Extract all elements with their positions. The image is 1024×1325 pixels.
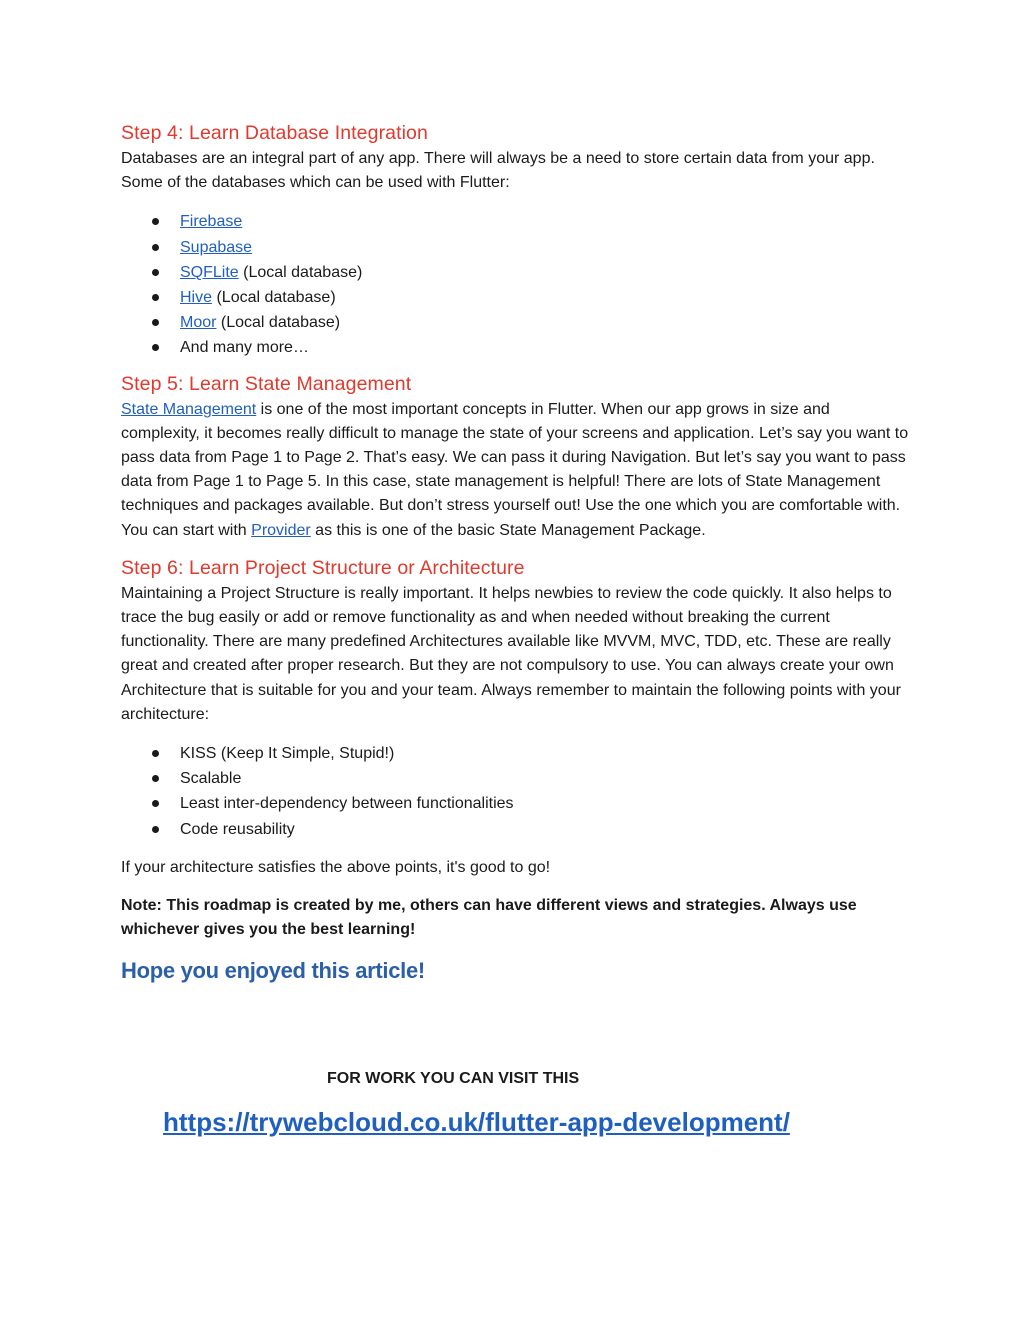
moor-link[interactable]: Moor: [180, 314, 217, 332]
bullet-icon: [152, 750, 159, 757]
list-item: And many more…: [121, 335, 911, 360]
bullet-icon: [152, 244, 159, 251]
list-item: Moor (Local database): [121, 310, 911, 335]
list-item: SQFLite (Local database): [121, 260, 911, 285]
bullet-icon: [152, 294, 159, 301]
bullet-icon: [152, 775, 159, 782]
list-item: Code reusability: [121, 817, 911, 842]
bullet-icon: [152, 269, 159, 276]
sqflite-link[interactable]: SQFLite: [180, 263, 239, 281]
architecture-points-list: [121, 741, 911, 842]
step5-heading: Step 5: Learn State Management: [121, 372, 412, 395]
step6-intro: Maintaining a Project Structure is really important. It helps newbies to review the code quickly. It also helps to trace the bug easily or add or remove functionality as and when needed without breaking the current functionality. There are many predefined Architectures available like MVVM, MVC, TDD, etc. These are really great and created after proper research. But they are not compulsory to use. You can always create your own Architecture that is suitable for you and your team. Always remember to maintain the following points with your architecture:: [121, 584, 901, 723]
state-management-link[interactable]: State Management: [121, 400, 257, 418]
database-list: [121, 209, 911, 360]
list-item: Scalable: [121, 766, 911, 791]
bullet-icon: [152, 800, 159, 807]
roadmap-note: Note: This roadmap is created by me, others can have different views and strategies. Always use whichever gives you the best learning!: [121, 897, 857, 939]
list-item: KISS (Keep It Simple, Stupid!): [121, 741, 911, 766]
closing-heading: Hope you enjoyed this article!: [121, 958, 425, 984]
firebase-link[interactable]: Firebase: [180, 213, 243, 231]
step4-heading: Step 4: Learn Database Integration: [121, 122, 428, 144]
document-body: [121, 120, 911, 986]
bullet-icon: [152, 218, 159, 225]
bullet-icon: [152, 319, 159, 326]
provider-link[interactable]: Provider: [251, 521, 311, 539]
list-item: Hive (Local database): [121, 285, 911, 310]
step6-heading: Step 6: Learn Project Structure or Architecture: [121, 556, 525, 579]
hive-link[interactable]: Hive: [180, 289, 213, 307]
list-item: Least inter-dependency between functionalities: [121, 791, 911, 816]
work-callout: FOR WORK YOU CAN VISIT THIS: [327, 1070, 580, 1087]
supabase-link[interactable]: Supabase: [180, 238, 253, 256]
step4-intro: Databases are an integral part of any app. There will always be a need to store certain data from your app. Some of the databases which can be used with Flutter:: [121, 150, 875, 192]
website-link[interactable]: https://trywebcloud.co.uk/flutter-app-development/: [163, 1107, 790, 1137]
step5-body: State Management is one of the most important concepts in Flutter. When our app grows in size and complexity, it becomes really difficult to manage the state of your screens and application. Let’s say you want to pass data from Page 1 to Page 2. That’s easy. We can pass it during Navigation. But let’s say you want to pass data from Page 1 to Page 5. In this case, state management is helpful! There are lots of State Management techniques and packages available. But don’t stress yourself out! Use the one which you are comfortable with. You can start with Provider as this is one of the basic State Management Package.: [121, 400, 909, 539]
architecture-conclusion: If your architecture satisfies the above points, it's good to go!: [121, 858, 551, 876]
bullet-icon: [152, 826, 159, 833]
list-item: [121, 235, 911, 260]
bullet-icon: [152, 344, 159, 351]
list-item: [121, 209, 911, 234]
